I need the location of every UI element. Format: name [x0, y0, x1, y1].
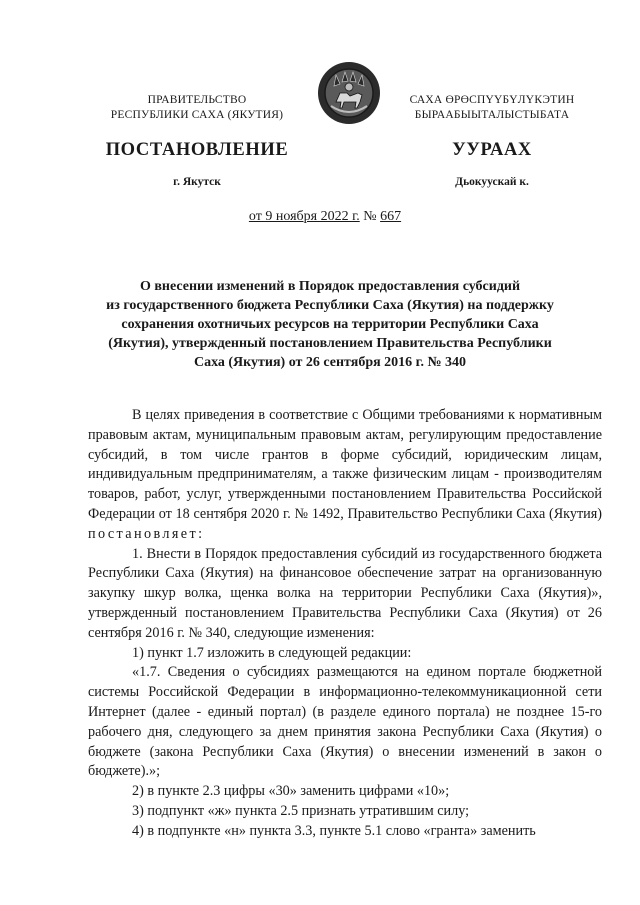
org-name-line: САХА ӨРӨСПҮҮБҮЛҮКЭТИН — [409, 94, 575, 106]
preamble-text: В целях приведения в соответствие с Общими требованиями к нормативным правовым актам, муниципальным правовым актам, регулирующим предоставление субсидий, в том числе грантов в форме субсидий, юридическим лицам, индивидуальным предпринимателям, а также физическим лицам - производителям товаров, работ, услуг, утвержденными постановлением Правительства Российской Федерации от 18 сентября 2020 г. № 1492, Правительство Республики Саха (Якутия) — [88, 407, 602, 522]
title-line: (Якутия), утвержденный постановлением Правительства Республики — [108, 336, 552, 351]
doc-type-yakut: УУРААХ — [452, 140, 532, 160]
title-line: сохранения охотничьих ресурсов на территории Республики Саха — [121, 317, 539, 332]
date-number-line — [120, 209, 530, 225]
doc-type-russian: ПОСТАНОВЛЕНИЕ — [105, 140, 289, 160]
paragraph: 4) в подпункте «н» пункта 3.3, пункте 5.1 слово «гранта» заменить — [132, 822, 536, 839]
title-line: из государственного бюджета Республики Саха (Якутия) на поддержку — [106, 298, 554, 313]
preamble-paragraph — [88, 406, 602, 545]
paragraph: 3) подпункт «ж» пункта 2.5 признать утратившим силу; — [132, 802, 470, 819]
document-date: от 9 ноября 2022 г. — [248, 209, 360, 224]
org-name-yakut — [372, 93, 612, 123]
document-number: 667 — [380, 209, 402, 224]
org-name-line: БЫРААБЫЫТАЛЫСТЫБАТА — [414, 109, 570, 121]
org-name-russian — [92, 93, 302, 123]
paragraph: 1. Внести в Порядок предоставления субсидий из государственного бюджета Республики Саха (Якутия) на финансовое обеспечение затрат на организованную закупку шкур волка, щенка волка на территории Республики Саха (Якутия)», утвержденный постановлением Правительства Республики Саха (Якутия) от 26 сентября 2016 г. № 340, следующие изменения: — [88, 545, 602, 641]
org-name-line: ПРАВИТЕЛЬСТВО — [147, 94, 247, 106]
city-russian: г. Якутск — [173, 176, 221, 188]
document-title — [100, 277, 560, 372]
title-line: Саха (Якутия) от 26 сентября 2016 г. № 340 — [193, 355, 467, 370]
number-sign: № — [363, 209, 377, 224]
document-body — [88, 406, 602, 842]
city-yakut: Дьокуускай к. — [455, 176, 529, 188]
title-line: О внесении изменений в Порядок предоставления субсидий — [139, 279, 521, 294]
paragraph: «1.7. Сведения о субсидиях размещаются на едином портале бюджетной системы Российской Федерации в информационно-телекоммуникационной сети Интернет (далее - единый портал) (в разделе единого портала) не позднее 15-го рабочего дня, следующего за днем принятия закона Республики Саха (Якутия) о бюджете (закона Республики Саха (Якутия) о внесении изменений в закон о бюджете).»; — [88, 664, 602, 780]
resolves-word: постановляет: — [88, 525, 205, 542]
paragraph: 1) пункт 1.7 изложить в следующей редакции: — [132, 644, 412, 661]
org-name-line: РЕСПУБЛИКИ САХА (ЯКУТИЯ) — [110, 109, 284, 121]
paragraph: 2) в пункте 2.3 цифры «30» заменить цифрами «10»; — [132, 783, 450, 800]
